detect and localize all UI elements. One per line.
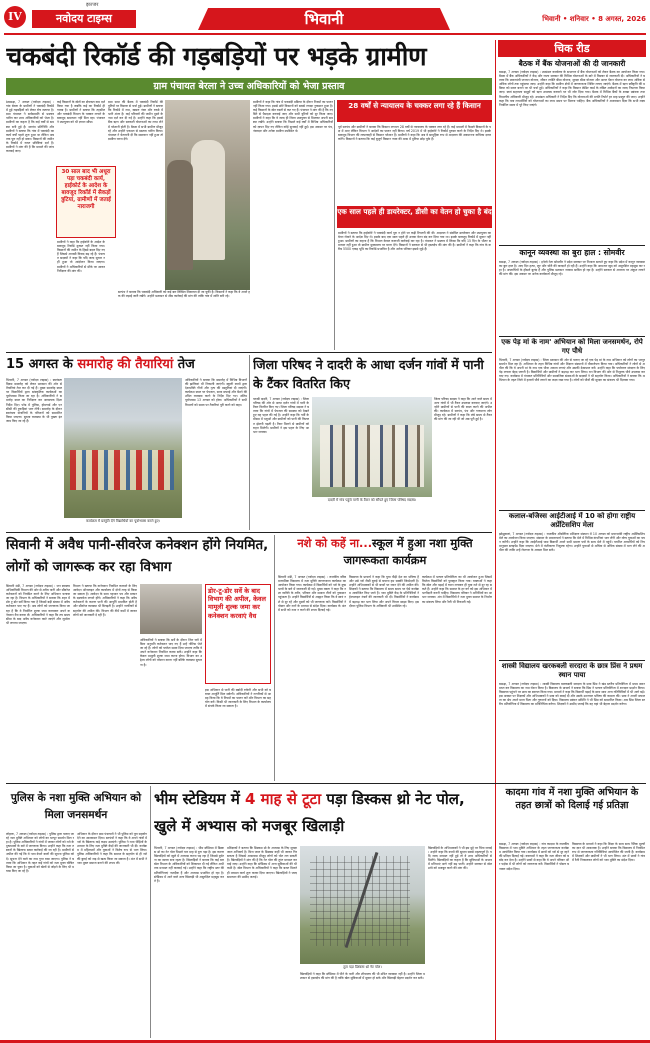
right-body-2: बाढड़ा, 7 अगस्त (नवोदय टाइम्स) : इनेलो नेता सोमवीर ने प्रदेश सरकार पर निशाना साधते हुए कहा कि प्रदेश में कानून व्यवस्था का बुरा हाल है। आए दिन हत्या, लूट और चोरी की वारदातें हो रही हैं। उन्होंने कहा कि आमजन खुद को असुरक्षित महसूस कर रहा है। अपराधियों के हौसले बुलंद हैं और पुलिस प्रशासन नाकाम साबित हो रहा है। उन्होंने सरकार से अपराध पर अंकुश लगाने की मांग की। इस अवसर पर अनेक कार्यकर्ता मौजूद रहे।	[499, 260, 645, 277]
bhim-headline-pre: भीम स्टेडियम में	[154, 790, 246, 808]
sewer-photo	[140, 584, 202, 634]
right-body-1: बाढड़ा, 7 अगस्त (नवोदय टाइम्स) : उपमंडल कार्यालय के सभागार में बैंक योजनाओं को लेकर बैठक का आयोजन किया गया। बैठक में बैंक अधिकारियों ने केंद्र और राज्य सरकार की विभिन्न योजनाओं के बारे में विस्तार से जानकारी दी। अधिकारियों ने बताया कि प्रधानमंत्री जनधन योजना, जीवन ज्योति बीमा योजना, सुरक्षा बीमा योजना और अटल पेंशन योजना का लाभ अधिक से अधिक लोगों तक पहुंचाया जाए। उन्होंने कहा कि ग्रामीण क्षेत्रों में जागरूकता शिविर लगाए जाएंगे। बैठक में ऋण स्वीकृति की प्रक्रिया को सरल बनाने पर भी चर्चा हुई। अधिकारियों ने कहा कि किसान क्रेडिट कार्ड के लंबित आवेदनों का जल्द निपटारा किया जाए। स्वयं सहायता समूहों को ऋण उपलब्ध करवाने पर भी जोर दिया गया। बैठक में विभिन्न बैंकों के शाखा प्रबंधक तथा विभागीय अधिकारी मौजूद रहे। उपमंडल अधिकारी ने निर्देश दिए कि योजनाओं की प्रगति रिपोर्ट हर माह प्रस्तुत की जाए। उन्होंने कहा कि पात्र लाभार्थियों को योजनाओं का लाभ समय पर मिलना चाहिए। बैंक अधिकारियों ने आश्वासन दिया कि सभी लक्ष्य निर्धारित समय में पूरे किए जाएंगे।	[499, 70, 645, 107]
lead-body-col-2b: ग्रामीणों ने कहा कि हाईकोर्ट के आदेश के बावजूद रिकॉर्ड दुरुस्त नहीं किया गया। किसानों की जमीन के हिस्से बदल दिए गए हैं जिससे आपसी विवाद बढ़ रहे हैं। पंचायत सदस्यों ने कहा कि यदि जल्द सुधार नहीं हुआ तो आंदोलन किया जाएगा। ग्रामीणों ने अधिकारियों से मौके पर आकर निरीक्षण की मांग की।	[57, 240, 105, 273]
police-body-2: अभियान के दौरान ग्राम पंचायतों ने भी पुलिस को पूरा सहयोग देने का आश्वासन दिया। सरपंचों ने कहा कि वे अपने गांवों में नशे के खिलाफ कड़े कदम उठाएंगे। पुलिस ने नशा पीड़ितों के उपचार के लिए नशा मुक्ति केंद्रों की जानकारी भी दी। कार्यक्रम में महिलाओं और युवाओं ने विशेष रूप से भाग लिया। पुलिस अधिकारियों ने कहा कि समाज के सहयोग से ही नशे की बुराई को जड़ से खत्म किया जा सकता है। अंत में सभी ने नशा मुक्त समाज बनाने की शपथ ली।	[77, 832, 147, 865]
box1-title: 28 वर्षों से न्यायालय के चक्कर लगा रहे हैं किसान	[348, 101, 481, 110]
zila-headline: जिला परिषद ने दादरी के आधा दर्जन गांवों में पानी के टैंकर वितरित किए	[253, 357, 484, 391]
zila-body-2: जिला परिषद सदस्य ने कहा कि आने वाले समय में अन्य गांवों में भी टैंकर उपलब्ध करवाए जाएंगे। उन्होंने ग्रामीणों से पानी की बचत करने की अपील की। कार्यक्रम में सरपंच, पंच और गणमान्य लोग मौजूद रहे। ग्रामीणों ने कहा कि लंबे समय से टैंकर की मांग की जा रही थी जो अब पूरी हुई है।	[434, 397, 492, 422]
independence-headline	[6, 355, 246, 375]
police-body-1: लोहारू, 7 अगस्त (नवोदय टाइम्स) : पुलिस द्वारा चलाए जा रहे नशा मुक्ति अभियान को लोगों का भरपूर समर्थन मिल रहा है। पुलिस अधिकारियों ने गांवों में जाकर लोगों को नशे के दुष्प्रभावों के बारे में जागरूक किया। उन्होंने कहा कि नशा तस्करों के खिलाफ सख्त कार्रवाई की जा रही है। ग्रामीणों से अपील की गई कि वे नशा बेचने वालों की सूचना पुलिस को दें। सूचना देने वाले का नाम गुप्त रखा जाएगा। पुलिस ने बताया कि अभियान के तहत कई गांवों को नशा मुक्त घोषित किया जा चुका है। युवाओं को खेलों से जोड़ने के लिए भी प्रयास किए जा रहे हैं।	[6, 832, 74, 873]
photo-group	[320, 425, 424, 487]
nasha-headline	[278, 535, 492, 573]
lead-quote: 30 साल बाद भी अधूरा पड़ा चकबंदी कार्य, हाईकोर्ट के आदेश के बावजूद रिकॉर्ड में सैकड़ों त्रुटियां, ग्रामीणों में जताई नाराजगी	[61, 169, 111, 210]
police-headline: पुलिस के नशा मुक्ति अभियान को मिला जनसमर्थन	[10, 792, 142, 821]
sewer-body-3: अधिकारियों ने बताया कि सर्वे के दौरान जिन घरों में बिना अनुमति कनेक्शन पाए गए हैं उन्हें नोटिस भेजे जा रहे हैं। लोगों को पर्याप्त समय दिया जाएगा ताकि वे अपने कनेक्शन नियमित करवा सकें। उन्होंने कहा कि केवल मामूली शुल्क जमा करना होगा। विभाग का उद्देश्य लोगों को परेशान करना नहीं बल्कि व्यवस्था सुधारना है।	[140, 638, 202, 667]
photo-person	[191, 140, 225, 260]
lead-body-col-4: सरपंच ने बताया कि चकबंदी अधिकारी को कई बार लिखित शिकायत दी जा चुकी है। किसानों ने कहा कि वे अपने हक की लड़ाई जारी रखेंगे। उन्होंने प्रशासन से शीघ्र कार्रवाई की मांग की ताकि गांव में शांति बनी रहे।	[118, 290, 250, 299]
masthead-small-text: झज्जर	[86, 2, 99, 8]
sewer-callout-text: डोर-टू-डोर सर्वे के बाद विभाग की अपील, केवल मामूली शुल्क जमा कर कनेक्शन करवाएं वैध	[208, 587, 266, 620]
bhim-headline-red: 4 माह से टूटा	[245, 790, 322, 808]
page-number-badge: IV	[4, 6, 26, 28]
kadma-headline: कादमा गांव में नशा मुक्ति अभियान के तहत छात्रों को दिलाई गई प्रतिज्ञा	[505, 787, 639, 811]
kadma-body-1: बाढड़ा, 7 अगस्त (नवोदय टाइम्स) : गांव कादमा के राजकीय विद्यालय में नशा मुक्ति अभियान के तहत जागरूकता कार्यक्रम आयोजित किया गया। कार्यक्रम में छात्रों को नशे से दूर रहने की प्रतिज्ञा दिलाई गई। वक्ताओं ने कहा कि नशा जीवन को बर्बाद कर देता है। उन्होंने छात्रों से कहा कि वे अपने परिवार और पड़ोस में भी लोगों को जागरूक करें। विद्यार्थियों ने पोस्टर बनाकर संदेश दिया।	[499, 842, 569, 871]
lead-body-col-3: ग्राम सभा की बैठक में चकबंदी रिकॉर्ड की त्रुटियों पर विस्तार से चर्चा हुई। ग्रामीणों ने बताया कि रिकॉर्ड में नाम, खसरा नंबर और रकबे में भारी अंतर है। कई परिवारों की जमीन दूसरे के नाम दर्ज कर दी गई है। उन्होंने कहा कि इससे बैंक ऋण और सरकारी योजनाओं का लाभ लेने में परेशानी होती है। बैठक में सभी ग्रामीण मौजूद रहे और उन्होंने एकमत से प्रस्ताव पारित किया। पंचायत ने चेतावनी दी कि समाधान नहीं हुआ तो ग्रामीण धरना देंगे।	[108, 100, 163, 141]
bhim-photo	[300, 846, 425, 964]
lead-body-col-1: bबाढड़ा, 7 अगस्त (नवोदय टाइम्स) : गांव बेरला के ग्रामीणों ने चकबंदी रिकॉर्ड में हुई गड़बड़ियों को लेकर रोष जताया है। ग्राम पंचायत ने सर्वसम्मति से प्रस्ताव पारित कर उच्च अधिकारियों को भेजा है। ग्रामीणों का कहना है कि कई वर्षों से समस्या बनी हुई है। सरपंच प्रतिनिधि और ग्रामीणों ने बताया कि गांव में चकबंदी का कार्य वर्षों पहले शुरू हुआ था लेकिन अब तक पूरा नहीं हो सका। किसानों की जमीन के रिकॉर्ड में गलत प्रविष्टियां दर्ज हैं। ग्रामीणों ने मांग की है कि मामले की जांच करवाई जाए।	[6, 100, 54, 154]
photo-person	[167, 160, 193, 270]
lead-quote-box	[56, 166, 116, 238]
bhim-body-1: भिवानी, 7 अगस्त (नवोदय टाइम्स) : भीम स्टेडियम में डिस्कस थ्रो का नेट पोल पिछले चार माह से टूटा पड़ा है। इस कारण खिलाड़ियों को खुले में अभ्यास करना पड़ रहा है जिससे दुर्घटना का खतरा बना रहता है। खिलाड़ियों ने बताया कि कई बार खेल विभाग के अधिकारियों को शिकायत दी गई लेकिन अभी तक मरम्मत नहीं करवाई गई। उन्होंने कहा कि राष्ट्रीय स्तर की प्रतियोगिताएं नजदीक हैं और अभ्यास प्रभावित हो रहा है। स्टेडियम में आने वाले अन्य खिलाड़ी भी असुरक्षित महसूस करते हैं।	[154, 846, 224, 883]
bhim-body-4: खिलाड़ियों के अभिभावकों ने भी इस मुद्दे पर चिंता जताई। उन्होंने कहा कि बच्चों की सुरक्षा सबसे महत्वपूर्ण है। यदि जल्द मरम्मत नहीं हुई तो वे उच्च अधिकारियों से मिलेंगे। खिलाड़ियों का कहना है कि सुविधाओं के अभाव में प्रतिभाएं आगे नहीं बढ़ पाती। उन्होंने सरकार से खेल ढांचे को मजबूत करने की मांग की।	[428, 846, 492, 871]
nasha-body-1: सिवानी मंडी, 7 अगस्त (नवोदय टाइम्स) : राजकीय वरिष्ठ माध्यमिक विद्यालय में नशा मुक्ति जागरूकता कार्यक्रम का आयोजन किया गया। कार्यक्रम में विद्यार्थियों को नशे के दुष्प्रभावों के बारे में जानकारी दी गई। मुख्य वक्ता ने कहा कि नशा व्यक्ति के शरीर, परिवार और समाज तीनों को नुकसान पहुंचाता है। उन्होंने विद्यार्थियों से आह्वान किया कि वे स्वयं नशे से दूर रहें और दूसरों को भी जागरूक करें। विद्यार्थियों ने पोस्टर और नारों के माध्यम से संदेश दिया। कार्यक्रम के अंत में सभी को नशा न करने की शपथ दिलाई गई।	[278, 575, 346, 612]
zila-body-1: चरखी दादरी, 7 अगस्त (नवोदय टाइम्स) : जिला परिषद की ओर से आधा दर्जन गांवों में पानी के टैंकर वितरित किए गए। जिला परिषद सदस्य ने बताया कि गांवों में पेयजल की समस्या को देखते हुए यह पहल की गई है। उन्होंने कहा कि गर्मी के मौसम में पशुओं और ग्रामीणों को पानी की किल्लत झेलनी पड़ती है। टैंकर मिलने से ग्रामीणों को राहत मिलेगी। ग्रामीणों ने इस पहल के लिए आभार जताया।	[253, 397, 309, 434]
bhim-body-3: खिलाड़ियों ने कहा कि स्टेडियम में पीने के पानी और शौचालय की भी उचित व्यवस्था नहीं है। उन्होंने जिला प्रशासन से हस्तक्षेप की मांग की है ताकि खेल सुविधाओं में सुधार हो सके और खिलाड़ी बेहतर प्रदर्शन कर सकें।	[300, 972, 425, 981]
box2-body: ग्रामीणों ने बताया कि हाईकोर्ट ने चकबंदी कार्य पूरा न होने पर कड़ी टिप्पणी की थी। अदालत ने संबंधित डायरेक्टर और उपायुक्त का वेतन रोकने के आदेश दिए थे। इसके बाद एक साल पहले ही उनका वेतन बंद कर दिया गया था। इसके बावजूद रिकॉर्ड में सुधार नहीं हुआ। ग्रामीणों का कहना है कि विभाग केवल कागजी कार्रवाई कर रहा है। पंचायत ने प्रस्ताव में लिखा कि यदि 15 दिन के भीतर समाधान नहीं हुआ तो ग्रामीण मुख्यालय पर धरना देंगे। किसानों ने सरकार से भी हस्तक्षेप की मांग की है। ग्रामीणों ने कहा कि गांव के करीब 5500 एकड़ भूमि का रिकॉर्ड प्रभावित है और अनेक परिवार इससे जुड़े हैं।	[338, 231, 491, 252]
nasha-body-2: विद्यालय के प्राचार्य ने कहा कि युवा पीढ़ी देश का भविष्य है और उसे नशे जैसी बुराई से बचाना हम सबकी जिम्मेदारी है। उन्होंने अभिभावकों से भी बच्चों पर ध्यान देने की अपील की। शिक्षकों ने बताया कि विद्यालय में समय समय पर ऐसे कार्यक्रम आयोजित किए जाते हैं। नशा मुक्ति केंद्र के प्रतिनिधियों ने हेल्पलाइन नंबरों की जानकारी भी दी। विद्यार्थियों ने कार्यक्रम में बढ़चढ़ कर भाग लिया और अपने विचार साझा किए। इस दौरान पुलिस विभाग के अधिकारी भी उपस्थित रहे।	[349, 575, 419, 608]
independence-body-1: भिवानी, 7 अगस्त (नवोदय टाइम्स) : स्वतंत्रता दिवस समारोह को लेकर प्रशासन की ओर से तैयारियां तेज कर दी गई हैं। मुख्य समारोह स्थल पर विद्यार्थियों द्वारा सांस्कृतिक कार्यक्रमों का पूर्वाभ्यास किया जा रहा है। अधिकारियों ने समारोह स्थल का निरीक्षण कर आवश्यक दिशा निर्देश दिए। परेड में पुलिस, होमगार्ड और एनसीसी की टुकड़ियां भाग लेंगी। समारोह के दौरान स्वतंत्रता सेनानियों के परिजनों को सम्मानित किया जाएगा। सुरक्षा व्यवस्था के भी पुख्ता इंतजाम किए जा रहे हैं।	[6, 378, 62, 423]
right-headline-4: कलाल-बजिस्स आईटीआई में 10 को होगा राष्ट्रीय अप्रेंटिसशिप मेला	[508, 512, 636, 529]
sewer-body-4: इस अभियान से पानी की बर्बादी रुकेगी और सभी को बराबर आपूर्ति मिल सकेगी। अधिकारियों ने नागरिकों से आग्रह किया कि वे नियमों का पालन करें और विभाग का सहयोग करें। किसी भी जानकारी के लिए विभाग के कार्यालय में संपर्क किया जा सकता है।	[205, 688, 271, 709]
right-kicker-band	[498, 40, 646, 57]
photo-performers	[70, 450, 174, 490]
bhim-headline-post: पड़ा डिस्कस थ्रो नेट पोल, खुले में अभ्यास को मजबूर खिलाड़ी	[154, 790, 465, 835]
lead-subhead-band	[6, 78, 492, 95]
sewer-body-2: विभाग ने बताया कि कनेक्शन नियमित करवाने के लिए आवेदन ऑनलाइन और कार्यालय में दोनों तरह से किया जा सकता है। आवेदन के साथ पहचान पत्र और मकान के दस्तावेज लगाने होंगे। अधिकारियों ने कहा कि अवैध कनेक्शनों के कारण पानी की आपूर्ति प्रभावित होती है और सीवरेज व्यवस्था भी बिगड़ती है। उन्होंने नागरिकों से सहयोग की अपील की। विभाग की टीमें वार्डों में जाकर लोगों को जानकारी दे रही हैं।	[73, 584, 137, 617]
nasha-headline-post: स्कूल में हुआ नशा मुक्ति जागरूकता कार्यक्रम	[343, 536, 473, 567]
right-headline-1: बैठक में बैंक योजनाओं की दी जानकारी	[518, 59, 626, 68]
right-body-4: झोझूकलां, 7 अगस्त (नवोदय टाइम्स) : राजकीय औद्योगिक प्रशिक्षण संस्थान में 10 अगस्त को प्रधानमंत्री राष्ट्रीय अप्रेंटिसशिप मेले का आयोजन किया जाएगा। संस्थान के प्रधानाचार्य ने बताया कि मेले में विभिन्न कंपनियां भाग लेंगी और योग्य युवाओं का चयन करेंगी। उन्होंने कहा कि आईटीआई पास विद्यार्थी अपने सभी प्रमाण पत्रों के साथ मेले में पहुंचें। चयनित अभ्यर्थियों को नियमानुसार स्टाइपेंड दिया जाएगा। मेले में पंजीकरण निशुल्क रहेगा। उन्होंने युवाओं से अधिक से अधिक संख्या में भाग लेने की अपील की ताकि उन्हें रोजगार के अवसर मिल सकें।	[499, 532, 645, 553]
right-body-5: बाढड़ा, 7 अगस्त (नवोदय टाइम्स) : शास्त्री विद्यालय खरकबली सरदारा के छात्र प्रिंस ने खंड स्तरीय प्रतियोगिता में प्रथम स्थान प्राप्त कर विद्यालय का नाम रोशन किया है। विद्यालय के प्राचार्य ने बताया कि प्रिंस ने भाषण प्रतियोगिता में शानदार प्रदर्शन किया। विद्यालय पहुंचने पर छात्र का स्वागत किया गया। प्राचार्य ने कहा कि विद्यार्थी पढ़ाई के साथ साथ अन्य गतिविधियों में भी आगे बढ़ें। इस अवसर पर शिक्षकों और अभिभावकों ने छात्र को बधाई दी और उसके उज्ज्वल भविष्य की कामना की। छात्र ने अपनी सफलता का श्रेय अपने माता पिता और गुरुजनों को दिया। विद्यालय प्रबंधन समिति ने भी प्रिंस को सम्मानित किया। अब प्रिंस जिला स्तरीय प्रतियोगिता में विद्यालय का प्रतिनिधित्व करेगा। शिक्षकों ने उम्मीद जताई कि वह वहां भी बेहतर प्रदर्शन करेगा।	[499, 682, 645, 707]
zila-photo	[312, 397, 432, 497]
box1-body: पूर्व सरपंच और ग्रामीणों ने बताया कि किसान लगभग 28 वर्षों से न्यायालय के चक्कर लगा रहे हैं। कई मामलों में फैसले किसानों के पक्ष में आए लेकिन विभाग ने आदेशों का पालन नहीं किया। वर्ष 2019 में भी हाईकोर्ट ने रिकॉर्ड दुरुस्त करने के निर्देश दिए थे। इसके बावजूद विभाग की लापरवाही से किसान परेशान हैं। ग्रामीणों ने कहा कि अब वे सामूहिक रूप से अदालत की अवमानना याचिका दायर करेंगे। किसानों ने बताया कि कई बुजुर्ग किसान न्याय की आस में दुनिया छोड़ चुके हैं।	[338, 125, 491, 142]
sewer-body-1: सिवानी मंडी, 7 अगस्त (नवोदय टाइम्स) : जन स्वास्थ्य अभियांत्रिकी विभाग की ओर से अवैध पानी और सीवरेज कनेक्शनों को नियमित करने के लिए अभियान चलाया जा रहा है। विभाग के अधिकारियों ने बताया कि शहर में डोर टू डोर सर्वे किया गया है जिसमें बड़ी संख्या में अवैध कनेक्शन पाए गए हैं। अब लोगों को जागरूक किया जा रहा है कि वे निर्धारित शुल्क जमा करवाकर अपने कनेक्शन वैध करवा लें। अधिकारियों ने कहा कि तय समय सीमा के बाद अवैध कनेक्शन काटे जाएंगे और जुर्माना भी लगाया जाएगा।	[6, 584, 70, 625]
dateline: भिवानी • शनिवार • 8 अगस्त, 2026	[542, 15, 646, 23]
box1-banner	[337, 100, 492, 122]
masthead	[0, 0, 650, 36]
bhim-body-2: प्रशिक्षकों ने बताया कि डिस्कस थ्रो के अभ्यास के लिए सुरक्षा जाल अनिवार्य है। बिना जाल के डिस्कस कहीं भी जाकर गिर सकता है जिससे आसपास मौजूद लोगों को चोट लग सकती है। खिलाड़ियों ने मांग की है कि नेट पोल की तुरंत मरम्मत करवाई जाए। उन्होंने कहा कि स्टेडियम में अन्य सुविधाओं की भी कमी है। खेल विभाग के अधिकारियों ने कहा कि बजट मिलते ही मरम्मत कार्य शुरू करवा दिया जाएगा। खिलाड़ियों ने जल्द समाधान की उम्मीद जताई।	[227, 846, 297, 879]
section-title: भिवानी	[304, 10, 344, 28]
right-body-3: भिवानी, 7 अगस्त (नवोदय टाइम्स) : जिला प्रशासन की ओर से चलाए जा रहे एक पेड़ मां के नाम अभियान को लोगों का भरपूर समर्थन मिल रहा है। अभियान के तहत विभिन्न गांवों और शिक्षण संस्थानों में पौधारोपण किया गया। अधिकारियों ने लोगों से अपील की कि वे अपनी मां के नाम एक पौधा अवश्य लगाएं और उसकी देखभाल करें। उन्होंने कहा कि पर्यावरण संरक्षण के लिए पेड़ लगाना बेहद जरूरी है। विद्यार्थियों और ग्रामीणों ने बढ़चढ़ कर भाग लिया। वन विभाग की ओर से निशुल्क पौधे उपलब्ध करवाए गए। कार्यक्रम में पंचायत प्रतिनिधियों और सामाजिक संस्थाओं के सदस्यों ने भी सहयोग किया। अधिकारियों ने बताया कि अभियान के तहत जिले में हजारों पौधे लगाने का लक्ष्य रखा गया है। लोगों को पौधों की सुरक्षा का संकल्प भी दिलाया गया।	[499, 358, 645, 383]
lead-body-col-5: ग्रामीणों ने कहा कि गांव में चकबंदी प्रक्रिया के दौरान नियमों का पालन नहीं किया गया। इससे छोटे किसानों को सबसे ज्यादा नुकसान हुआ है। कई किसानों के खेत रास्तों से कट गए हैं। पंचायत ने मांग की है कि नए सिरे से पैमाइश करवाई जाए और सभी त्रुटियों को दूर किया जाए। ग्रामीणों ने कहा कि वे जल्द ही जिला उपायुक्त से मिलकर अपनी समस्या रखेंगे। उन्होंने बताया कि पिछले कई वर्षों में विभिन्न अधिकारियों को ज्ञापन दिए गए लेकिन कोई सुनवाई नहीं हुई। इस अवसर पर पंच, नंबरदार और अनेक ग्रामीण उपस्थित थे।	[253, 100, 333, 133]
independence-headline-post: तेज	[173, 357, 195, 372]
independence-body-2: अधिकारियों ने बताया कि समारोह में विभिन्न विभागों की झांकियां भी निकाली जाएंगी। स्कूली बच्चों द्वारा देशभक्ति गीतों और नृत्य की प्रस्तुतियां दी जाएंगी। कार्यक्रम स्थल पर पेयजल, साफ सफाई और बैठने की उचित व्यवस्था करने के निर्देश दिए गए। अंतिम पूर्वाभ्यास 13 अगस्त को होगा। अधिकारियों ने सभी विभागों को समय पर तैयारियां पूरी करने को कहा।	[185, 378, 247, 407]
bhim-caption: टूटा पड़ा डिस्कस थ्रो नेट पोल।	[343, 965, 382, 969]
lead-subhead: ग्राम पंचायत बेरला ने उच्च अधिकारियों को भेजा प्रस्ताव	[153, 81, 345, 92]
independence-headline-pre: 15 अगस्त के	[6, 357, 78, 372]
nasha-headline-pre: नशे को कहें ना...	[297, 536, 373, 550]
lead-photo	[165, 100, 250, 290]
sewer-headline: सिवानी में अवैध पानी-सीवरेज कनेक्शन होंगे नियमित, लोगों को जागरूक कर रहा विभाग	[6, 538, 269, 575]
lead-headline: चकबंदी रिकॉर्ड की गड़बड़ियों पर भड़के ग्रामीण	[6, 42, 427, 72]
nasha-body-3: कार्यक्रम में भाषण प्रतियोगिता का भी आयोजन हुआ जिसमें विजेता विद्यार्थियों को पुरस्कृत किया गया। वक्ताओं ने कहा कि खेल और पढ़ाई में ध्यान लगाकर ही युवा नशे से दूर रह सकते हैं। उन्होंने कहा कि समाज के हर वर्ग को इस अभियान में भागीदारी करनी चाहिए। विद्यालय परिवार ने अतिथियों का आभार जताया। अंत में विद्यार्थियों ने नशा मुक्त समाज के निर्माण का संकल्प लिया और रैली भी निकाली गई।	[422, 575, 492, 604]
box2-banner	[337, 206, 492, 228]
zila-caption: दादरी में गांव पहुंचे पानी के टैंकर को सौंपते हुए जिला परिषद सदस्य।	[327, 498, 417, 502]
independence-photo	[64, 378, 182, 518]
right-headline-3: एक पेड़ मां के नाम' अभियान को मिला जनसमर्थन, रोपे गए पौधे	[501, 338, 643, 355]
bhim-headline	[154, 786, 492, 842]
right-kicker: चिक रीड	[554, 42, 590, 55]
paper-name-logo: नवोदय टाइम्स	[32, 10, 136, 28]
independence-headline-red: समारोह की तैयारियां	[77, 357, 174, 372]
right-headline-2: कानून व्यवस्था का बुरा हाल : सोमवीर	[519, 248, 625, 257]
sewer-callout	[205, 584, 271, 684]
kadma-body-2: विद्यालय के प्राचार्य ने कहा कि शिक्षा के साथ साथ नैतिक मूल्यों का ज्ञान भी आवश्यक है। उन्होंने बताया कि विद्यालय में नियमित रूप से जागरूकता गतिविधियां आयोजित की जाती हैं। कार्यक्रम में शिक्षकों और ग्रामीणों ने भी भाग लिया। अंत में छात्रों ने गांव में रैली निकालकर लोगों को नशा मुक्ति का संदेश दिया।	[572, 842, 645, 863]
independence-caption: कार्यक्रम में प्रस्तुति देंगे विद्यार्थियों का पूर्वाभ्यास करते हुए।	[86, 519, 160, 523]
right-headline-5: शास्त्री विद्यालय खरकबली सरदारा के छात्र प्रिंस ने प्रथम स्थान पाया	[501, 662, 643, 679]
box2-title: एक साल पहले ही डायरेक्टर, डीसी का वेतन हो चुका है बंद	[337, 207, 492, 216]
lead-body-col-2: कई किसानों के खेतों का क्षेत्रफल कम दर्ज किया गया है जबकि कई का रिकॉर्ड ही गायब है। ग्रामीणों ने बताया कि तहसील और चकबंदी विभाग के चक्कर लगाने के बावजूद समाधान नहीं मिल रहा। पंचायत ने उपायुक्त को भी ज्ञापन सौंपा।	[57, 100, 105, 125]
